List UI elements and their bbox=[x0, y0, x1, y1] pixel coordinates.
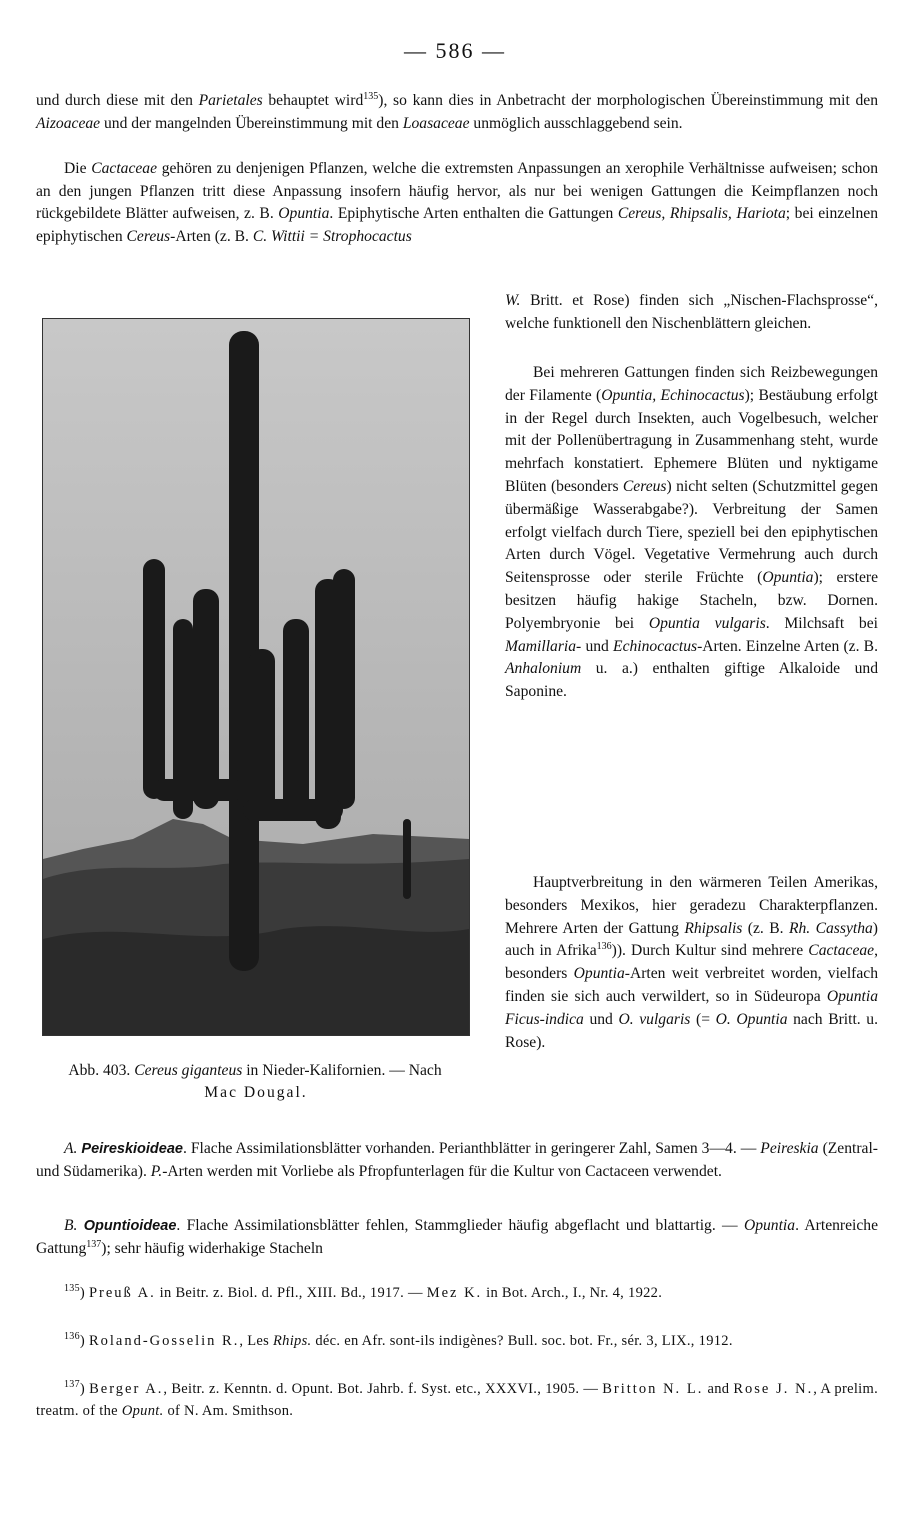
saguaro-cactus-image bbox=[43, 319, 469, 1035]
figure-caption: Abb. 403. Cereus giganteus in Nieder-Kalifornien. — Nach Mac Dougal. bbox=[68, 1062, 442, 1101]
paragraph-2-full-width: Die Cactaceae gehören zu denjenigen Pflanzen, welche die extremsten Anpassungen an xerophile Verhältnisse aufweisen; schon an den jungen Pflanzen tritt diese Anpassung insofern häufig hervor, als nur bei wenigen Gattungen die Keimpflanzen noch rückgebildete Blätter aufweisen, z. B. Opuntia. Epiphytische Arten enthalten die Gattungen Cereus, Rhipsalis, Hariota; bei einzelnen epiphytischen Cereus-Arten (z. B. C. Wittii = Strophocactus bbox=[36, 160, 878, 245]
section-a-peireskioideae: A. Peireskioideae. Flache Assimilationsblätter vorhanden. Perianthblätter in geringerer Zahl, Samen 3—4. — Peireskia (Zentral- und Südamerika). P.-Arten werden mit Vorliebe als Pfropfunterlagen für die Kultur von Cactaceen verwendet. bbox=[36, 1140, 878, 1180]
paragraph-1: und durch diese mit den Parietales behauptet wird$^{135}$), so kann dies in Anbetracht der morphologischen Übereinstimmung mit den Aizoaceae und der mangelnden Übereinstimmung mit den Loasaceae unmöglich ausschlaggebend sein. bbox=[36, 90, 878, 132]
page-number: — 586 — bbox=[404, 38, 506, 63]
section-b-opuntioideae: B. Opuntioideae. Flache Assimilationsblätter fehlen, Stammglieder häufig abgeflacht und blattartig. — Opuntia. Artenreiche Gattung$^{137}$); sehr häufig widerhakige Stacheln bbox=[36, 1217, 878, 1257]
footnote-137: $^{137}$) Berger A., Beitr. z. Kenntn. d. Opunt. Bot. Jahrb. f. Syst. etc., XXXVI., 1905. — Britton N. L. and Rose J. N., A prelim. treatm. of the Opunt. of N. Am. Smithson. bbox=[36, 1379, 878, 1419]
column-paragraph-1: Bei mehreren Gattungen finden sich Reizbewegungen der Filamente (Opuntia, Echinocactus); Bestäubung erfolgt in der Regel durch Insekten, auch Vogelbesuch, welcher mit der Pollenübertragung in Zusammenhang steht, wurde mehrfach konstatiert. Ephemere Blüten und nyktigame Blüten (besonders Cereus) nicht selten (Schutzmittel gegen übermäßige Wasserabgabe?). Verbreitung der Samen erfolgt vielfach durch Tiere, speziell bei den epiphytischen Arten durch Vögel. Vegetative Vermehrung auch durch Seitensprosse oder sterile Früchte (Opuntia); erstere besitzen häufig hakige Stacheln, bzw. Dornen. Polyembryonie bei Opuntia vulgaris. Milchsaft bei Mamillaria- und Echinocactus-Arten. Einzelne Arten (z. B. Anhalonium u. a.) enthalten giftige Alkaloide und Saponine. bbox=[505, 364, 878, 701]
column-paragraph-2: Hauptverbreitung in den wärmeren Teilen Amerikas, besonders Mexikos, hier geradezu Charakterpflanzen. Mehrere Arten der Gattung Rhipsalis (z. B. Rh. Cassytha) auch in Afrika$^{136}$)). Durch Kultur sind mehrere Cactaceae, besonders Opuntia-Arten weit verbreitet worden, vielfach finden sie sich auch verwildert, so in Südeuropa Opuntia Ficus-indica und O. vulgaris (= O. Opuntia nach Britt. u. Rose). bbox=[505, 874, 879, 1051]
column-text-continuation: W. Britt. et Rose) finden sich „Nischen-Flachsprosse“, welche funktionell den Nischenblättern gleichen. bbox=[505, 292, 878, 332]
footnote-135: $^{135}$) Preuß A. in Beitr. z. Biol. d. Pfl., XIII. Bd., 1917. — Mez K. in Bot. Arch., I., Nr. 4, 1922. bbox=[64, 1283, 663, 1301]
cactus-photograph bbox=[42, 318, 470, 1036]
footnote-136: $^{136}$) Roland-Gosselin R., Les Rhips. déc. en Afr. sont-ils indigènes? Bull. soc. bot. Fr., sér. 3, LIX., 1912. bbox=[64, 1331, 733, 1349]
